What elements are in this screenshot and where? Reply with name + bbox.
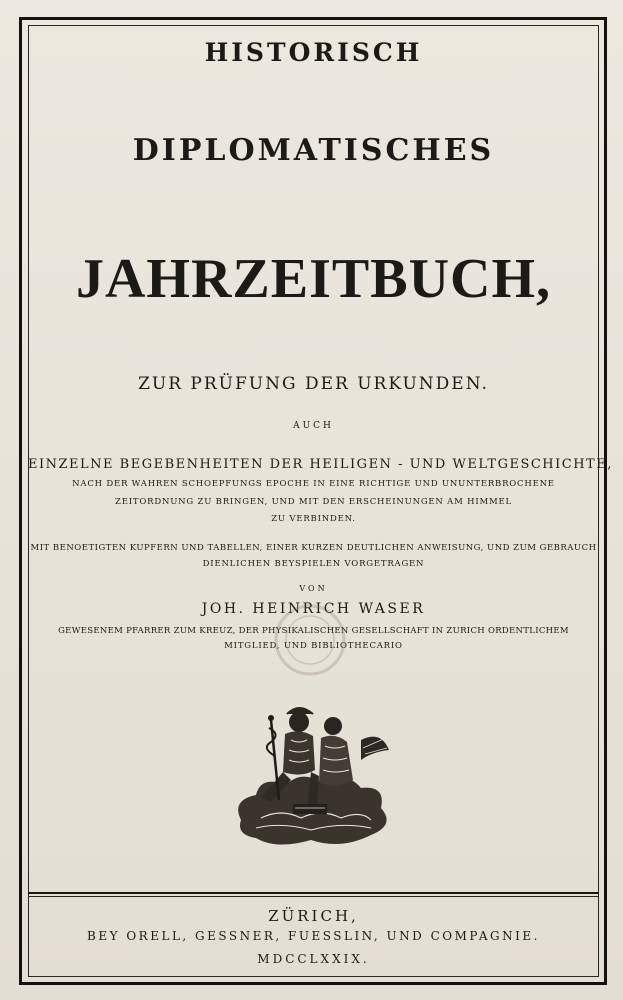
contents-line-2: DIENLICHEN BEYSPIELEN VORGETRAGEN (202, 559, 425, 569)
subtitle: ZUR PRÜFUNG DER URKUNDEN. (138, 374, 489, 394)
description-line-1: EINZELNE BEGEBENHEITEN DER HEILIGEN - UND WELTGESCHICHTE, (28, 457, 613, 472)
imprint-publisher: BEY ORELL, GESSNER, FUESSLIN, UND COMPAGNIE. (87, 929, 540, 943)
author-credentials-2: MITGLIED, UND BIBLIOTHECARIO (224, 641, 403, 651)
imprint-divider-thin (28, 896, 599, 897)
library-stamp-icon (270, 600, 350, 680)
title-line-historisch: HISTORISCH (204, 38, 423, 67)
description-line-3: ZEITORDNUNG ZU BRINGEN, UND MIT DEN ERSCHEINUNGEN AM HIMMEL (115, 497, 512, 507)
description-line-2: NACH DER WAHREN SCHOEPFUNGS EPOCHE IN EINE RICHTIGE UND UNUNTERBROCHENE (72, 479, 555, 489)
author-credentials-1: GEWESENEM PFARRER ZUM KREUZ, DER PHYSIKALISCHEN GESELLSCHAFT IN ZURICH ORDENTLICHEM (58, 626, 569, 636)
main-title: JAHRZEITBUCH, (75, 248, 552, 310)
title-line-diplomatisches: DIPLOMATISCHES (132, 133, 495, 168)
conjunction-auch: AUCH (293, 421, 334, 431)
imprint-place: ZÜRICH, (268, 907, 359, 925)
description-line-4: ZU VERBINDEN. (271, 514, 356, 524)
engraved-vignette-icon (221, 700, 401, 860)
contents-line-1: MIT BENOETIGTEN KUPFERN UND TABELLEN, EINER KURZEN DEUTLICHEN ANWEISUNG, UND ZUM GEBRAUCH (30, 543, 597, 553)
imprint-year: MDCCLXXIX. (257, 952, 370, 966)
preposition-von: VON (299, 584, 328, 593)
author-name: JOH. HEINRICH WASER (201, 601, 426, 617)
imprint-divider (28, 892, 599, 894)
